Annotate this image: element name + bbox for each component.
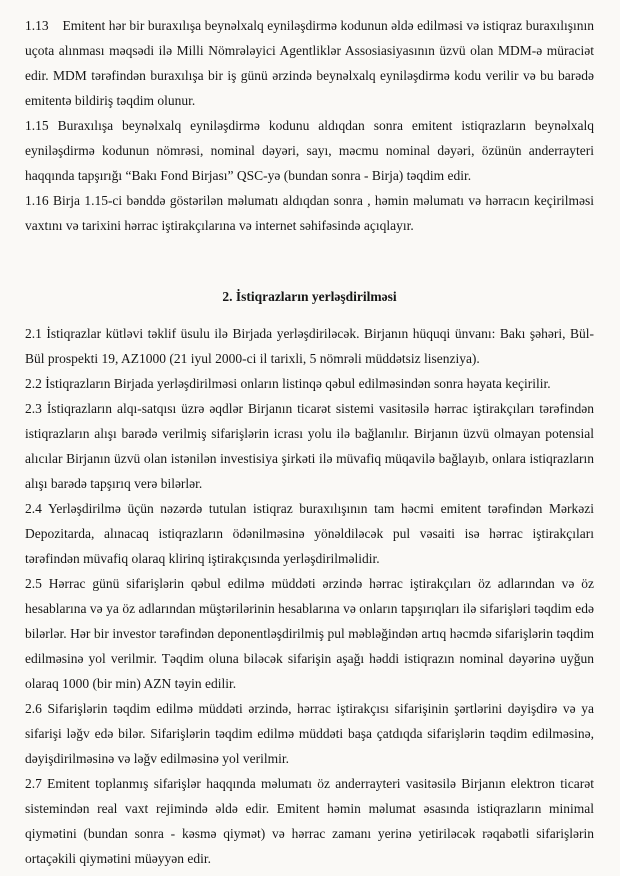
paragraph-2-1: 2.1 İstiqrazlar kütləvi təklif üsulu ilə Birjada yerləşdiriləcək. Birjanın hüquqi ünvanı: Bakı şəhəri, Bül-Bül prospekti 19, AZ1000 (21 iyul 2000-ci il tarixli, 5 nömrəli müddətsiz lisenziya). <box>25 326 594 366</box>
paragraph-2-2: 2.2 İstiqrazların Birjada yerləşdirilməsi onların listinqə qəbul edilməsindən sonra həyata keçirilir. <box>25 376 551 391</box>
paragraph-1-15: 1.15 Buraxılışa beynəlxalq eyniləşdirmə kodunu aldıqdan sonra emitent istiqrazların beynəlxalq eyniləşdirmə kodunun nömrəsi, nominal dəyəri, sayı, məcmu nominal dəyəri, özünün anderrayteri haqqında tapşırığı “Bakı Fond Birjası” QSC-yə (bundan sonra - Birja) təqdim edir. <box>25 118 594 183</box>
paragraph-2-5: 2.5 Hərrac günü sifarişlərin qəbul edilmə müddəti ərzində hərrac iştirakçıları öz adlarından və öz hesablarına və ya öz adlarından müştərilərinin hesablarına və onların tapşırıqları ilə sifarişləri təqdim edə bilərlər. Hər bir investor tərəfindən deponentləşdirilmiş pul məbləğindən artıq həcmdə sifarişlərin təqdim edilməsinə yol verilmir. Təqdim oluna biləcək sifarişin aşağı həddi istiqrazın nominal dəyərinə uyğun olaraq 1000 (bir min) AZN təyin edilir. <box>25 576 594 691</box>
paragraph-2-4: 2.4 Yerləşdirilmə üçün nəzərdə tutulan istiqraz buraxılışının tam həcmi emitent tərəfindən Mərkəzi Depozitarda, alınacaq istiqrazların ödənilməsinə yönəldiləcək pul vəsaiti isə hərrac iştirakçıları tərəfindən müvafiq olaraq klirinq iştirakçısında yerləşdirilməlidir. <box>25 501 594 566</box>
paragraph-1-16: 1.16 Birja 1.15-ci bənddə göstərilən məlumatı aldıqdan sonra , həmin məlumatı və hərracın keçirilməsi vaxtını və tarixini hərrac iştirakçılarına və internet səhifəsində açıqlayır. <box>25 193 594 233</box>
paragraph-2-3: 2.3 İstiqrazların alqı-satqısı üzrə əqdlər Birjanın ticarət sistemi vasitəsilə hərrac iştirakçıları tərəfindən istiqrazların alışı barədə verilmiş sifarişlərin icrası yolu ilə bağlanılır. Birjanın üzvü olmayan potensial alıcılar Birjanın üzvü olan istənilən investisiya şirkəti ilə müvafiq müqavilə bağlayıb, onlara istiqrazların alışı barədə tapşırıq verə bilərlər. <box>25 401 594 491</box>
paragraph-1-13: 1.13 Emitent hər bir buraxılışa beynəlxalq eyniləşdirmə kodunun əldə edilməsi və istiqraz buraxılışının uçota alınması məqsədi ilə Milli Nömrələyici Agentliklər Assosiasiyasının üzvü olan MDM-ə müraciət edir. MDM tərəfindən buraxılışa bir iş günü ərzində beynəlxalq eyniləşdirmə kodu verilir və bu barədə emitentə bildiriş təqdim olunur. <box>25 18 594 108</box>
paragraph-2-7: 2.7 Emitent toplanmış sifarişlər haqqında məlumatı öz anderrayteri vasitəsilə Birjanın elektron ticarət sistemindən real vaxt rejimində əldə edir. Emitent həmin məlumat əsasında istiqrazların minimal qiymətini (bundan sonra - kəsmə qiymət) və hərrac zamanı yerinə yetiriləcək rəqabətli sifarişlərin ortaçəkili qiymətini müəyyən edir. <box>25 776 594 866</box>
paragraph-2-6: 2.6 Sifarişlərin təqdim edilmə müddəti ərzində, hərrac iştirakçısı sifarişinin şərtlərini dəyişdirə və ya sifarişi ləğv edə bilər. Sifarişlərin təqdim edilmə müddəti başa çatdıqda sifarişlərin təqdim edilməsinə, dəyişdirilməsinə və ləğv edilməsinə yol verilmir. <box>25 701 594 766</box>
section-heading-2: 2. İstiqrazların yerləşdirilməsi <box>222 289 397 304</box>
